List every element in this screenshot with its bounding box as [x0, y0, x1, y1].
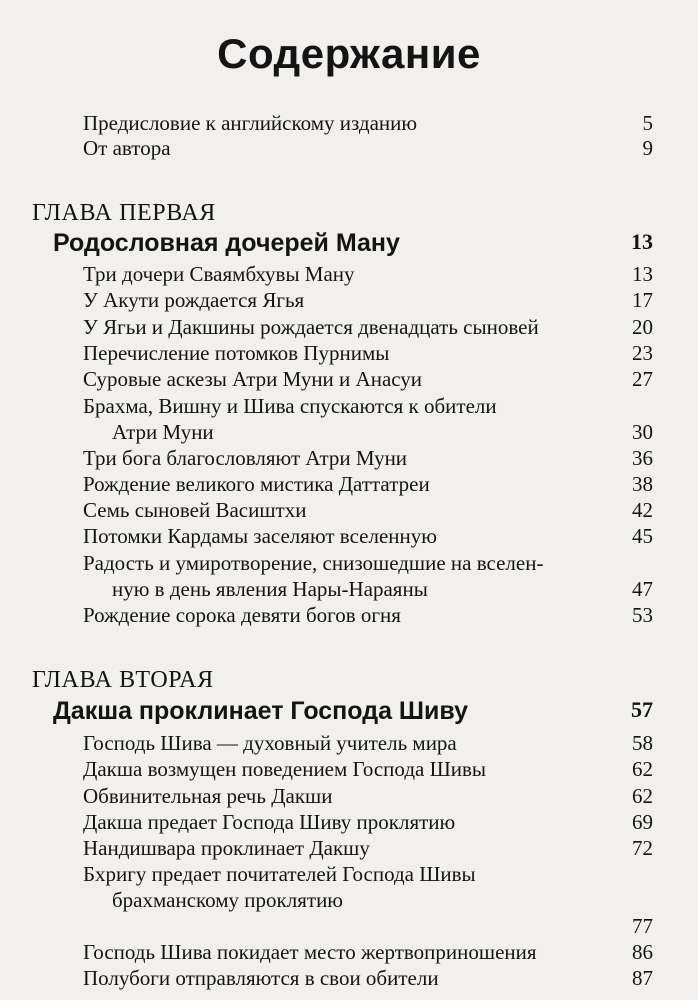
chapter-heading-text: ГЛАВА ВТОРАЯ [32, 667, 214, 693]
entry-label: Господь Шива — духовный учитель мира [83, 731, 457, 755]
page-title: Содержание [217, 30, 481, 77]
chapter-title [0, 226, 698, 256]
entry-page: 17 [632, 288, 653, 312]
entry-label: Три бога благословляют Атри Муни [83, 446, 408, 470]
chapter-page: 13 [631, 229, 653, 254]
toc-entry [0, 364, 698, 394]
entry-label: Рождение великого мистика Даттатреи [83, 472, 430, 496]
entry-label: Дакша предает Господа Шиву проклятию [83, 810, 456, 834]
entry-page: 58 [632, 731, 653, 755]
entry-page: 87 [632, 966, 653, 990]
entry-page: 30 [632, 420, 653, 444]
entry-label: От автора [83, 136, 171, 160]
entry-label: Перечисление потомков Пурнимы [83, 341, 390, 365]
entry-label: ную в день явления Нары-Нараяны [112, 577, 428, 601]
entry-label: У Акути рождается Ягья [83, 288, 305, 312]
entry-label: Семь сыновей Васиштхи [83, 498, 307, 522]
entry-label: Бхригу предает почитателей Господа Шивы [83, 862, 476, 886]
entry-page: 69 [632, 810, 653, 834]
entry-label: брахманскому проклятию [112, 888, 343, 912]
entry-page: 38 [632, 472, 653, 496]
entry-label: Нандишвара проклинает Дакшу [83, 836, 370, 860]
chapter-title [0, 694, 698, 724]
entry-label: Рождение сорока девяти богов огня [83, 603, 401, 627]
entry-page: 62 [632, 784, 653, 808]
entry-page: 13 [632, 262, 653, 286]
entry-page: 9 [642, 136, 653, 160]
chapter-page: 57 [631, 697, 653, 722]
entry-page: 20 [632, 315, 653, 339]
chapter-heading [0, 664, 698, 694]
entry-label: Предисловие к английскому изданию [83, 111, 418, 135]
entry-page: 36 [632, 446, 653, 470]
entry-page: 23 [632, 341, 653, 365]
toc-entry [0, 133, 698, 163]
chapter-heading-text: ГЛАВА ПЕРВАЯ [32, 200, 216, 226]
entry-label: Господь Шива покидает место жертвоприношения [83, 940, 537, 964]
entry-page: 27 [632, 367, 653, 391]
chapter-heading [0, 197, 698, 227]
chapter-title-text: Родословная дочерей Ману [53, 229, 400, 257]
entry-page: 62 [632, 757, 653, 781]
entry-label: Брахма, Вишну и Шива спускаются к обители [83, 394, 497, 418]
entry-label: Суровые аскезы Атри Муни и Анасуи [83, 367, 423, 391]
entry-page: 53 [632, 603, 653, 627]
entry-page: 5 [642, 111, 653, 135]
entry-label: Атри Муни [112, 420, 214, 444]
entry-label: Дакша возмущен поведением Господа Шивы [83, 757, 487, 781]
toc-entry [0, 754, 698, 784]
entry-page: 47 [632, 577, 653, 601]
entry-label: Потомки Кардамы заселяют вселенную [83, 524, 437, 548]
toc-entry [0, 521, 698, 551]
entry-page: 45 [632, 524, 653, 548]
entry-page: 77 [632, 914, 653, 938]
entry-label: Полубоги отправляются в свои обители [83, 966, 439, 990]
toc-entry [0, 963, 698, 993]
chapter-title-text: Дакша проклинает Господа Шиву [53, 697, 469, 725]
entry-page: 42 [632, 498, 653, 522]
toc-entry [0, 600, 698, 630]
entry-label: Радость и умиротворение, снизошедшие на вселен- [83, 551, 544, 575]
entry-page: 86 [632, 940, 653, 964]
entry-page: 72 [632, 836, 653, 860]
entry-label: У Ягьи и Дакшины рождается двенадцать сыновей [83, 315, 539, 339]
entry-label: Три дочери Сваямбхувы Ману [83, 262, 355, 286]
entry-label: Обвинительная речь Дакши [83, 784, 333, 808]
toc-entry [0, 285, 698, 315]
